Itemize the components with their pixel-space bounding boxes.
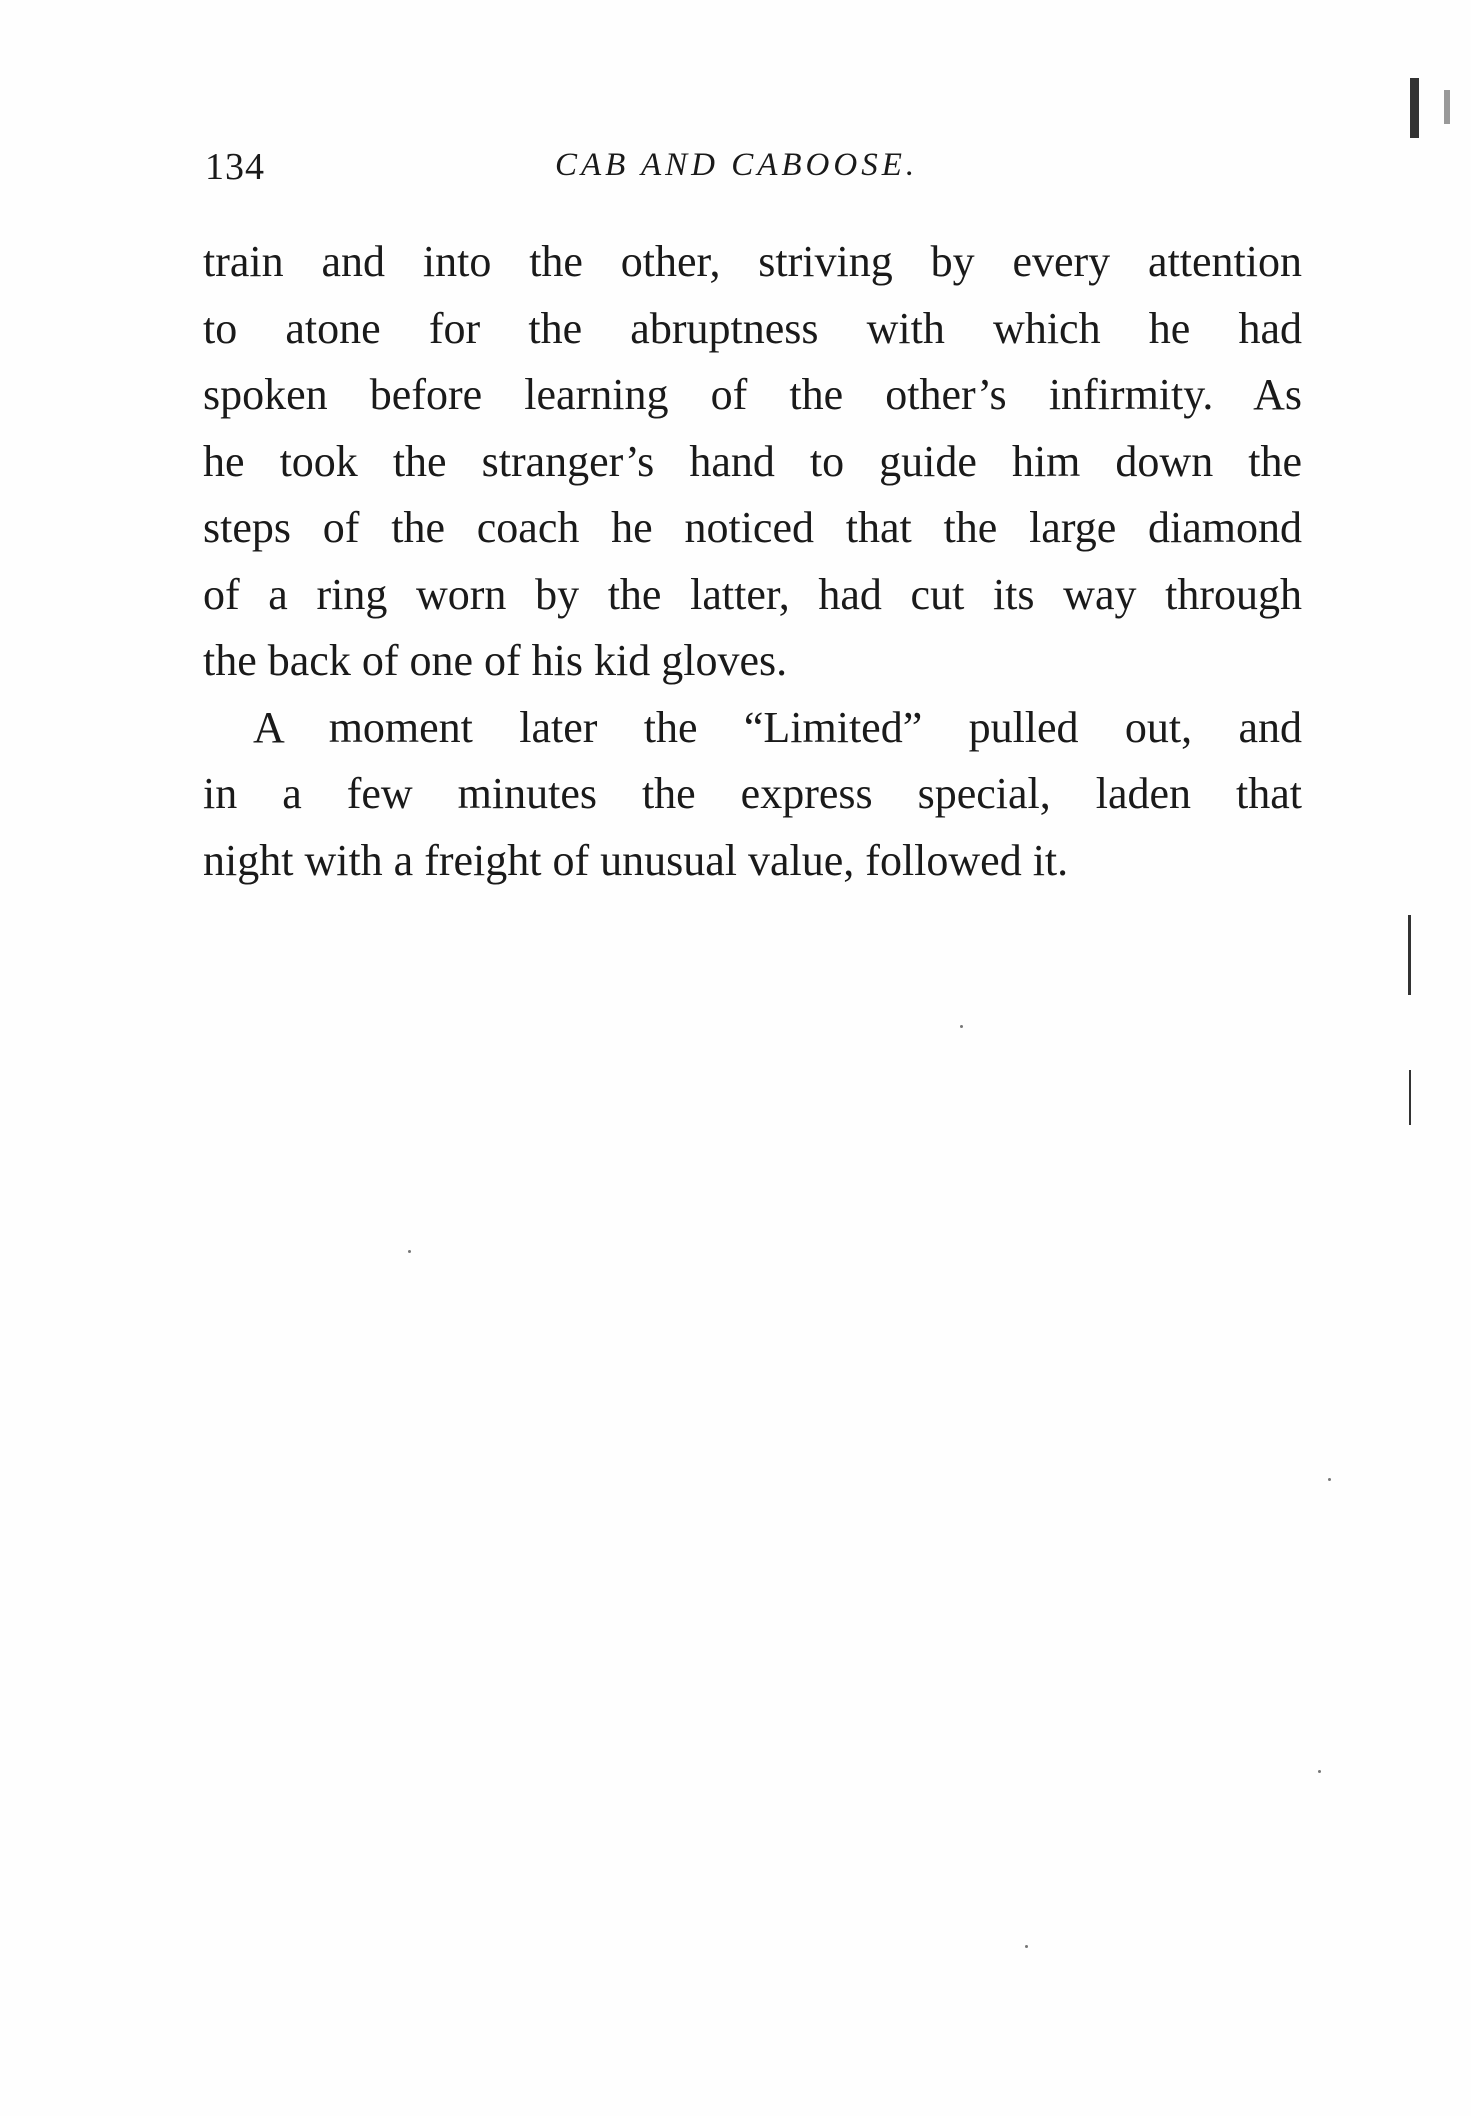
text-line: to atone for the abruptness with which he had	[203, 303, 1302, 353]
text-line: spoken before learning of the other’s infirmity. As	[203, 370, 1302, 419]
page-number: 134	[205, 146, 265, 188]
text-line: train and into the other, striving by every attention	[203, 237, 1302, 286]
paragraph-1	[203, 229, 1302, 695]
paragraph-2	[203, 695, 1302, 895]
scan-speck	[1025, 1945, 1028, 1948]
scan-speck	[1318, 1770, 1321, 1773]
text-line: of a ring worn by the latter, had cut its way through	[203, 569, 1302, 619]
scan-artifact	[1408, 915, 1411, 995]
text-line: A moment later the “Limited” pulled out, and	[253, 702, 1302, 752]
scan-speck	[408, 1250, 411, 1253]
scan-artifact	[1410, 78, 1419, 138]
text-line: in a few minutes the express special, laden that	[203, 769, 1302, 818]
running-head	[205, 145, 1305, 195]
body-text	[203, 229, 1302, 894]
scan-speck	[1328, 1478, 1331, 1481]
scan-speck	[960, 1025, 963, 1028]
text-line: the back of one of his kid gloves.	[203, 636, 788, 685]
text-line: night with a freight of unusual value, followed it.	[203, 835, 1069, 885]
text-line: steps of the coach he noticed that the large diamond	[203, 503, 1302, 552]
scan-artifact	[1409, 1070, 1411, 1125]
text-line: he took the stranger’s hand to guide him down the	[203, 436, 1302, 486]
running-title: CAB AND CABOOSE.	[555, 147, 919, 183]
scan-artifact	[1444, 90, 1450, 124]
